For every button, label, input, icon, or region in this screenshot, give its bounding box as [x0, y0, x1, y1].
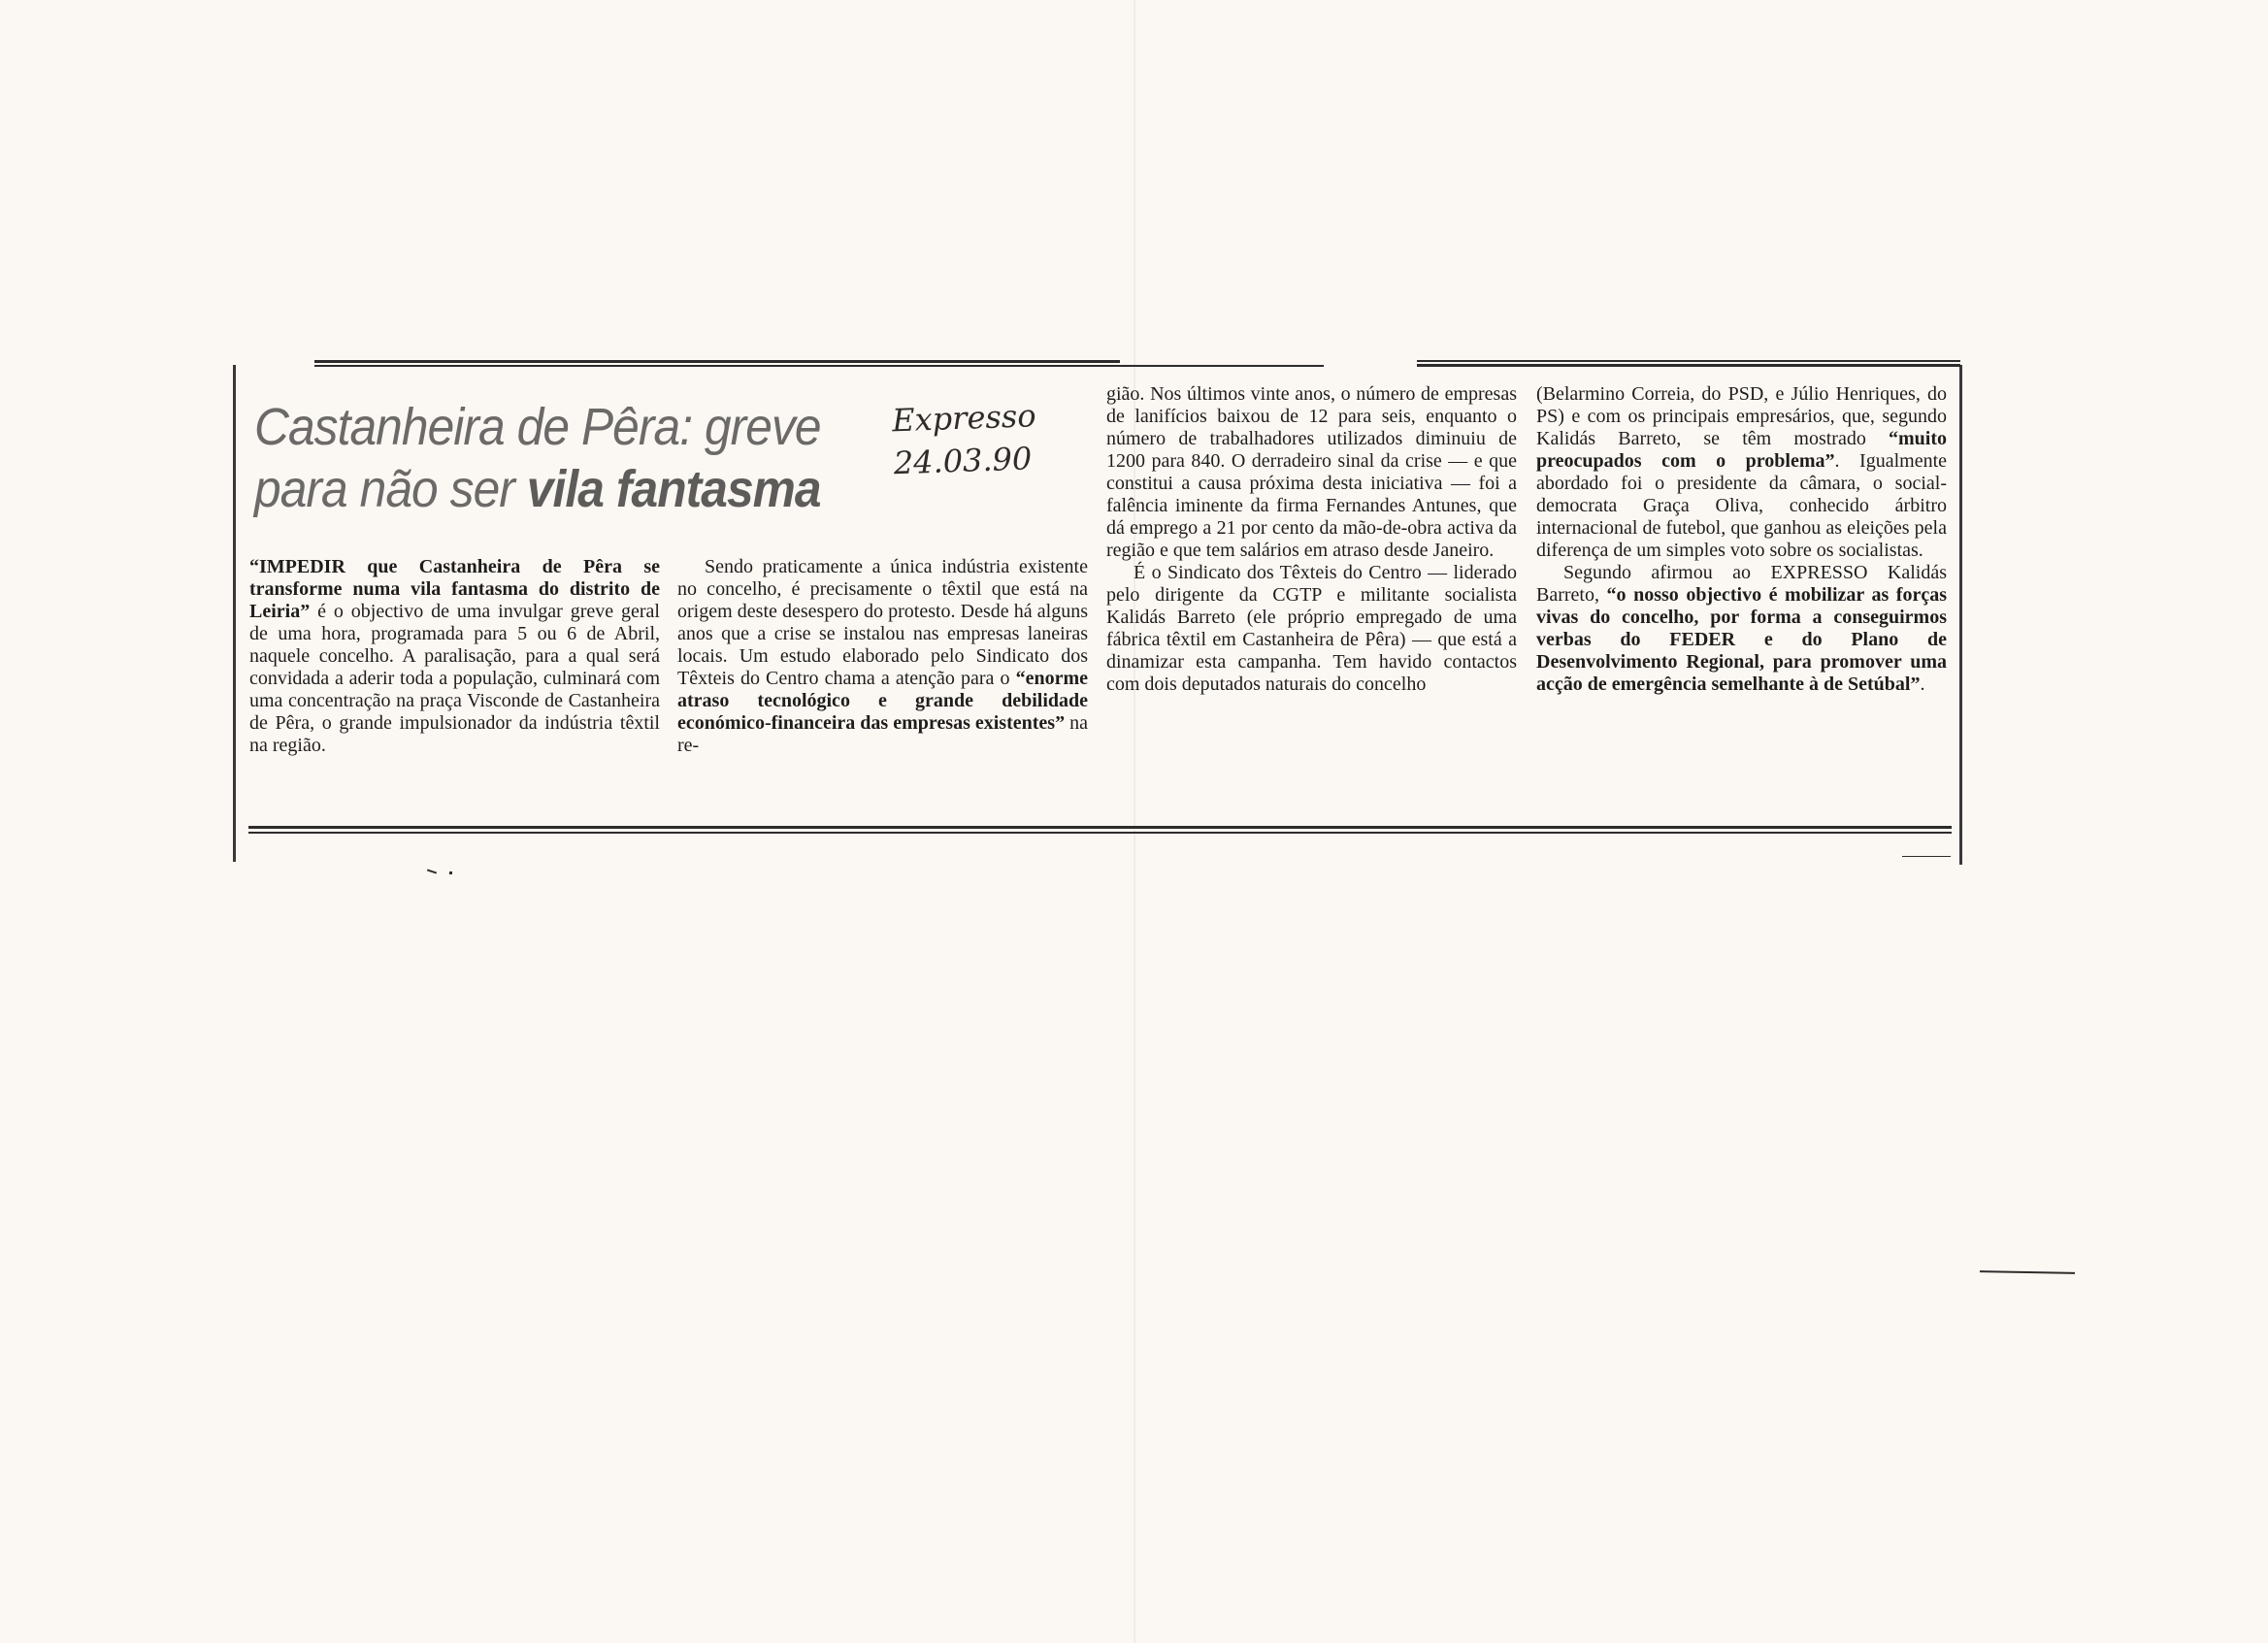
- col4-text-c: Segundo afirmou ao EXPRESSO Kalidás Barreto,: [1536, 562, 1947, 606]
- col4-quote-1-bold: “muito preocupados com o problema”: [1536, 428, 1947, 472]
- bottom-rule-2: [248, 832, 1952, 834]
- handwritten-publication: Expresso: [891, 397, 1037, 440]
- article-column-4: [1536, 383, 1947, 696]
- col3-paragraph-1: gião. Nos últimos vinte anos, o número de empresas de lanifícios baixou de 12 para seis, enquanto o número de trabalhadores utilizados diminuiu de 1200 para 840. O derradeiro sinal da crise — e que constitui a causa próxima desta iniciativa — foi a falência iminente da firma Fernandes Antunes, que dá emprego a 21 por cento da mão-de-obra activa da região e que tem salários em atraso desde Janeiro.: [1106, 383, 1517, 561]
- col4-text-d: .: [1920, 674, 1925, 695]
- article-column-3: [1106, 383, 1517, 696]
- newspaper-clipping: [233, 357, 1965, 862]
- col4-text-b: . Igualmente abordado foi o presidente da câmara, o social-democrata Graça Oliva, conhecido árbitro internacional de futebol, que ganhou as eleições pela diferença de um simples voto sobre os socialistas.: [1536, 450, 1947, 561]
- handwritten-date: 24.03.90: [893, 440, 1033, 482]
- clipping-left-border: [233, 365, 236, 862]
- article-column-2: [677, 556, 1088, 757]
- bottom-rule-stub: [1902, 856, 1951, 857]
- headline-line-2: [254, 458, 826, 520]
- col2-text-b: na re-: [677, 712, 1088, 756]
- headline-line-1: Castanheira de Pêra: greve: [254, 398, 821, 456]
- stray-mark-2: [449, 871, 452, 874]
- top-rule-4: [1417, 364, 1960, 367]
- col2-quote-bold: “enorme atraso tecnológico e grande debilidade económico-financeira das empresas existentes”: [677, 668, 1088, 734]
- clipping-right-border: [1959, 365, 1962, 865]
- col4-text-a: (Belarmino Correia, do PSD, e Júlio Henriques, do PS) e com os principais empresários, que, segundo Kalidás Barreto, se têm mostrado: [1536, 383, 1947, 449]
- top-rule-3: [1417, 360, 1960, 362]
- top-rule-1: [314, 360, 1120, 363]
- headline-line-2-regular: para não ser: [254, 460, 527, 518]
- stray-pen-line: [1980, 1270, 2075, 1274]
- top-rule-2: [314, 365, 1324, 367]
- headline: [254, 396, 826, 520]
- bottom-rule-1: [248, 826, 1952, 829]
- col2-text-a: Sendo praticamente a única indústria existente no concelho, é precisamente o têxtil que está na origem deste desespero do protesto. Desde há alguns anos que a crise se instalou nas empresas laneiras locais. Um estudo elaborado pelo Sindicato dos Têxteis do Centro chama a atenção para o: [677, 556, 1088, 689]
- lead-bold-text: “IMPEDIR que Castanheira de Pêra se transforme numa vila fantasma do distrito de Leiria”: [249, 556, 660, 622]
- handwritten-note: [892, 393, 1079, 485]
- col4-quote-2-bold: “o nosso objectivo é mobilizar as forças vivas do concelho, por forma a conseguirmos verbas do FEDER e do Plano de Desenvolvimento Regional, para promover uma acção de emergência semelhante à de Setúbal”: [1536, 584, 1947, 695]
- article-column-1: [249, 556, 660, 757]
- lead-body-text: é o objectivo de uma invulgar greve geral de uma hora, programada para 5 ou 6 de Abril, naquele concelho. A paralisação, para a qual será convidada a aderir toda a população, culminará com uma concentração na praça Visconde de Castanheira de Pêra, o grande impulsionador da indústria têxtil na região.: [249, 601, 660, 756]
- col3-paragraph-2: É o Sindicato dos Têxteis do Centro — liderado pelo dirigente da CGTP e militante socialista Kalidás Barreto (ele próprio empregado de uma fábrica têxtil em Castanheira de Pêra) — que está a dinamizar esta campanha. Tem havido contactos com dois deputados naturais do concelho: [1106, 562, 1517, 695]
- stray-mark-1: [427, 870, 437, 874]
- headline-line-2-bold: vila fantasma: [526, 460, 821, 518]
